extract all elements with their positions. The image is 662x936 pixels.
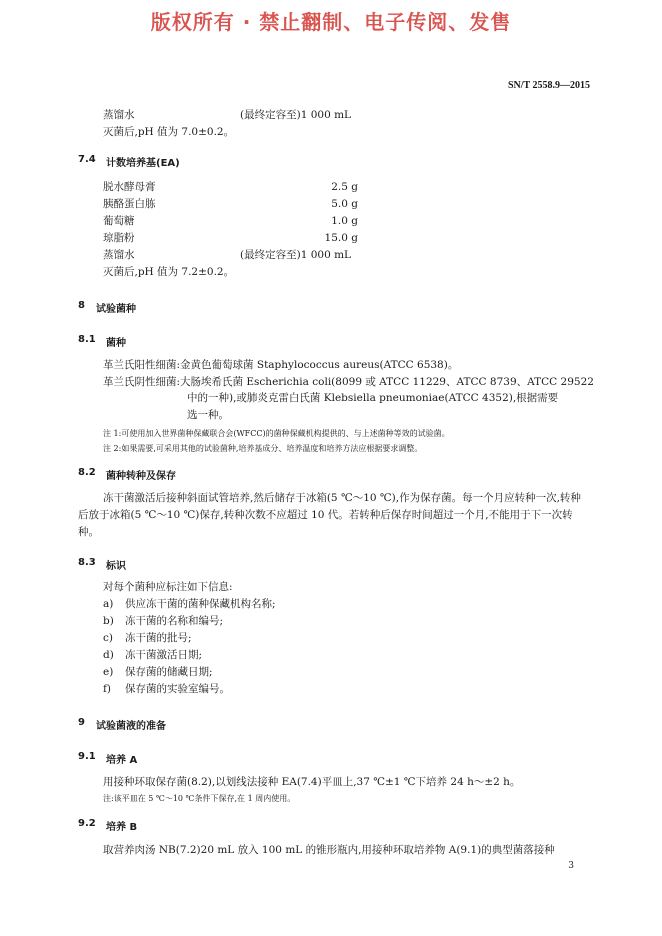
gram-positive-strain: 革兰氏阳性细菌:金黄色葡萄球菌 Staphylococcus aureus(ATCC 6538)。 <box>103 359 459 371</box>
chapter-title: 试验菌种 <box>96 304 136 315</box>
note-2: 注 2:如果需要,可采用其他的试验菌种,培养基成分、培养温度和培养方法应根据要求调整。 <box>103 444 423 453</box>
section-title: 培养 A <box>106 755 138 766</box>
list-item-label: f) <box>103 683 111 695</box>
ingredient-quantity: 1.0 g <box>331 215 358 227</box>
section-number: 8.2 <box>78 467 96 478</box>
section-title: 计数培养基(EA) <box>106 158 180 169</box>
ingredient-name: 蒸馏水 <box>103 249 135 261</box>
list-item-text: 冻干菌的批号; <box>125 632 192 644</box>
copyright-banner: 版权所有 · 禁止翻制、电子传阅、发售 <box>150 10 512 34</box>
culture-a-note: 注:该平皿在 5 ℃～10 ℃条件下保存,在 1 周内使用。 <box>103 794 296 803</box>
list-item-text: 冻干菌的名称和编号; <box>125 615 224 627</box>
section-title: 培养 B <box>106 822 138 833</box>
ph-note: 灭菌后,pH 值为 7.2±0.2。 <box>103 266 235 278</box>
list-item-label: a) <box>103 598 114 610</box>
chapter-title: 试验菌液的准备 <box>96 721 166 732</box>
section-number: 9.1 <box>78 751 96 762</box>
chapter-number: 8 <box>78 300 85 311</box>
gram-negative-strain-line1: 革兰氏阴性细菌:大肠埃希氏菌 Escherichia coli(8099 或 ATCC 11229、ATCC 8739、ATCC 29522 <box>103 376 594 388</box>
standard-number: SN/T 2558.9—2015 <box>507 80 590 91</box>
ingredient-quantity: (最终定容至)1 000 mL <box>240 249 352 261</box>
section-title: 标识 <box>106 561 126 572</box>
list-item-label: b) <box>103 615 114 627</box>
section-title: 菌种转种及保存 <box>106 471 176 482</box>
section-title: 菌种 <box>106 338 126 349</box>
note-1: 注 1:可使用加入世界菌种保藏联合会(WFCC)的菌种保藏机构提供的、与上述菌种等效的试验菌。 <box>103 429 450 438</box>
ingredient-quantity: 15.0 g <box>324 232 358 244</box>
list-item-text: 供应冻干菌的菌种保藏机构名称; <box>125 598 276 610</box>
ingredient-name: 胰酪蛋白胨 <box>103 198 156 210</box>
section-number: 7.4 <box>78 154 96 165</box>
chapter-number: 9 <box>78 717 85 728</box>
culture-a-paragraph: 用接种环取保存菌(8.2),以划线法接种 EA(7.4)平皿上,37 ℃±1 ℃下培养 24 h～±2 h。 <box>103 776 521 788</box>
section-number: 8.3 <box>78 557 96 568</box>
ingredient-name: 脱水酵母膏 <box>103 181 156 193</box>
section-number: 8.1 <box>78 334 96 345</box>
list-item-label: d) <box>103 649 114 661</box>
ingredient-quantity: 2.5 g <box>331 181 358 193</box>
list-item-label: e) <box>103 666 114 678</box>
transfer-paragraph: 冻干菌激活后接种斜面试管培养,然后储存于冰箱(5 ℃～10 ℃),作为保存菌。每一个月应转种一次,转种后放于冰箱(5 ℃～10 ℃)保存,转种次数不应超过 10 代。若转种后保存时间超过一个月,不能用于下一次转种。 <box>78 492 581 538</box>
list-item-label: c) <box>103 632 113 644</box>
gram-negative-strain-line3: 选一种。 <box>187 409 229 421</box>
section-number: 9.2 <box>78 818 96 829</box>
gram-negative-strain-line2: 中的一种),或肺炎克雷白氏菌 Klebsiella pneumoniae(ATCC 4352),根据需要 <box>187 392 559 404</box>
label-intro: 对每个菌种应标注如下信息: <box>103 581 233 593</box>
list-item-text: 保存菌的实验室编号。 <box>125 683 230 695</box>
list-item-text: 冻干菌激活日期; <box>125 649 203 661</box>
water-label: 蒸馏水 <box>103 109 135 121</box>
ingredient-name: 琼脂粉 <box>103 232 135 244</box>
list-item-text: 保存菌的储藏日期; <box>125 666 213 678</box>
page-number: 3 <box>568 861 574 871</box>
ingredient-name: 葡萄糖 <box>103 215 135 227</box>
culture-b-paragraph: 取营养肉汤 NB(7.2)20 mL 放入 100 mL 的锥形瓶内,用接种环取培养物 A(9.1)的典型菌落接种 <box>103 844 555 856</box>
water-quantity: (最终定容至)1 000 mL <box>240 109 352 121</box>
ingredient-quantity: 5.0 g <box>331 198 358 210</box>
ph-note: 灭菌后,pH 值为 7.0±0.2。 <box>103 126 235 138</box>
